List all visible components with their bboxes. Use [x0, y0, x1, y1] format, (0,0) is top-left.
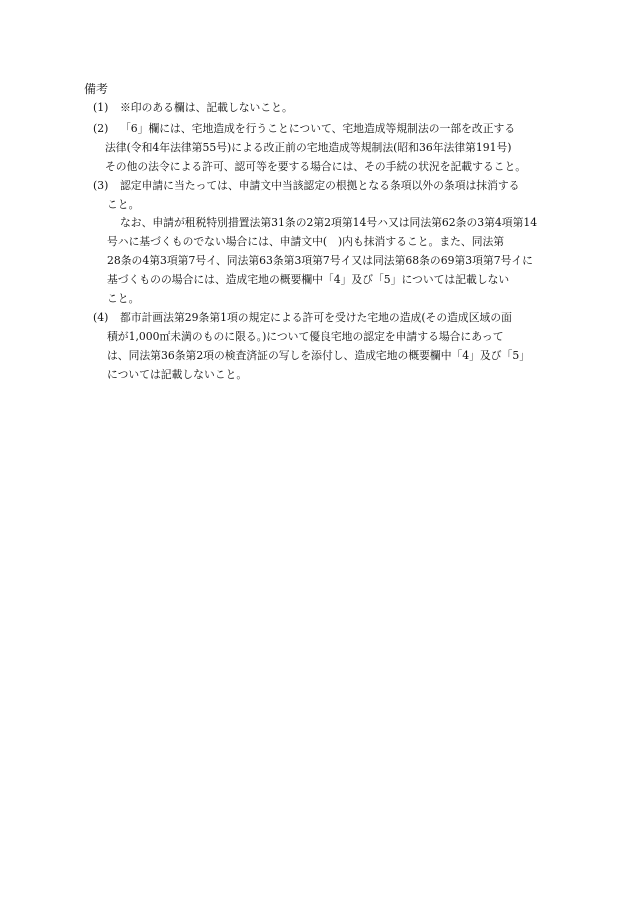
note-3-line-7: こと。 [107, 292, 140, 305]
note-4-line-2: 積が1,000㎡未満のものに限る。)について優良宅地の認定を申請する場合にあって [107, 330, 504, 343]
note-3-line-3: なお、申請が租税特別措置法第31条の2第2項第14号ハ又は同法第62条の3第4項第14 [120, 216, 538, 229]
note-2-line-3: その他の法令による許可、認可等を要する場合には、その手続の状況を記載すること。 [105, 160, 527, 173]
note-3-line-2: こと。 [107, 198, 140, 211]
note-3-line-1: 認定申請に当たっては、申請文中当該認定の根拠となる条項以外の条項は抹消する [120, 179, 520, 192]
note-3-number: (3) [93, 179, 109, 192]
note-4-line-3: は、同法第36条第2項の検査済証の写しを添付し、造成宅地の概要欄中「4」及び「5」 [107, 349, 531, 362]
remarks-heading: 備考 [84, 82, 109, 96]
note-4-line-4: については記載しないこと。 [107, 368, 248, 381]
note-3-line-5: 28条の4第3項第7号イ、同法第63条第3項第7号イ又は同法第68条の69第3項第7号イに [107, 254, 533, 267]
note-1-line-1: ※印のある欄は、記載しないこと。 [120, 101, 293, 114]
note-2-number: (2) [93, 122, 109, 135]
note-1-number: (1) [93, 101, 109, 114]
note-3-line-4: 号ハに基づくものでない場合には、申請文中( )内も抹消すること。また、同法第 [107, 235, 505, 248]
note-3-line-6: 基づくものの場合には、造成宅地の概要欄中「4」及び「5」については記載しない [107, 273, 510, 286]
note-2-line-2: 法律(令和4年法律第55号)による改正前の宅地造成等規制法(昭和36年法律第191号) [105, 141, 512, 154]
note-2-line-1: 「6」欄には、宅地造成を行うことについて、宅地造成等規制法の一部を改正する [120, 122, 516, 135]
note-4-line-1: 都市計画法第29条第1項の規定による許可を受けた宅地の造成(その造成区域の面 [120, 311, 512, 324]
note-4-number: (4) [93, 311, 109, 324]
